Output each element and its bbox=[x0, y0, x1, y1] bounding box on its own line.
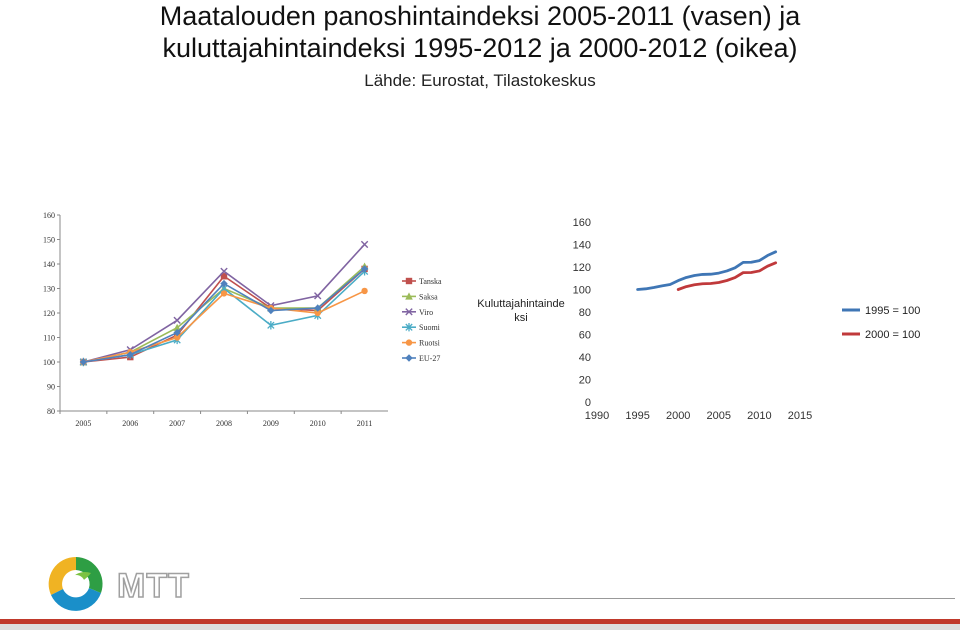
y-tick-label: 0 bbox=[584, 397, 591, 409]
x-tick-label: 2000 bbox=[665, 410, 691, 422]
legend-item bbox=[842, 329, 920, 341]
x-tick-label: 2008 bbox=[216, 419, 232, 428]
y-tick-label: 130 bbox=[43, 284, 55, 294]
x-tick-label: 1990 bbox=[584, 410, 610, 422]
x-tick-label: 2006 bbox=[122, 419, 139, 428]
legend-label: Tanska bbox=[419, 277, 442, 286]
legend-swatch-marker bbox=[406, 278, 412, 284]
legend-label: Suomi bbox=[419, 323, 440, 333]
mtt-logo-icon bbox=[49, 557, 103, 611]
data-point bbox=[174, 317, 180, 323]
legend-item bbox=[402, 308, 433, 317]
x-tick-label: 2005 bbox=[75, 419, 92, 428]
y-tick-label: 160 bbox=[572, 217, 591, 229]
footer-bottom-bar bbox=[0, 624, 960, 630]
page-title-line1: Maatalouden panoshintaindeksi 2005-2011 (vasen) ja bbox=[159, 1, 801, 31]
legend-item bbox=[402, 339, 441, 348]
y-tick-label: 100 bbox=[43, 358, 55, 367]
legend-label: 2000 = 100 bbox=[865, 329, 921, 341]
legend-item bbox=[402, 354, 440, 363]
x-tick-label: 1995 bbox=[625, 410, 650, 422]
legend-item bbox=[842, 305, 920, 317]
logo-text: MTT bbox=[117, 567, 190, 605]
y-tick-label: 120 bbox=[572, 262, 591, 274]
footer-divider bbox=[300, 598, 955, 599]
y-tick-label: 110 bbox=[43, 333, 55, 343]
y-tick-label: 150 bbox=[43, 235, 55, 245]
legend-swatch-marker bbox=[406, 339, 412, 345]
data-point bbox=[361, 288, 367, 294]
y-tick-label: 160 bbox=[43, 211, 55, 220]
legend-item bbox=[402, 277, 442, 286]
x-tick-label: 2007 bbox=[169, 419, 186, 428]
input-price-index-chart bbox=[30, 205, 460, 437]
series-eu-27 bbox=[80, 265, 369, 366]
legend-label: 1995 = 100 bbox=[865, 305, 921, 317]
series-ruotsi bbox=[80, 288, 368, 365]
page-title-line2: kuluttajahintaindeksi 1995-2012 ja 2000-2012 (oikea) bbox=[162, 33, 798, 63]
data-point bbox=[361, 241, 367, 247]
y-tick-label: 60 bbox=[578, 329, 591, 342]
x-tick-label: 2005 bbox=[706, 410, 732, 422]
x-tick-label: 2011 bbox=[356, 419, 373, 428]
legend-label: Viro bbox=[419, 307, 434, 317]
title-block bbox=[0, 0, 960, 92]
legend-swatch-marker bbox=[405, 354, 412, 361]
y-tick-label: 20 bbox=[578, 374, 591, 387]
legend-item bbox=[402, 292, 438, 301]
legend-label: Ruotsi bbox=[419, 338, 440, 348]
y-tick-label: 80 bbox=[578, 307, 591, 319]
legend-item bbox=[402, 323, 441, 332]
consumer-price-index-chart bbox=[470, 210, 950, 432]
y-tick-label: 140 bbox=[572, 239, 591, 252]
y-tick-label: 40 bbox=[578, 352, 591, 364]
y-tick-label: 90 bbox=[47, 382, 55, 392]
legend-label: Saksa bbox=[419, 292, 438, 302]
x-tick-label: 2015 bbox=[787, 410, 813, 422]
legend-label: EU-27 bbox=[419, 354, 441, 363]
x-tick-label: 2010 bbox=[309, 419, 326, 428]
y-tick-label: 100 bbox=[572, 284, 591, 297]
y-tick-label: 140 bbox=[43, 260, 55, 269]
y-tick-label: 80 bbox=[47, 407, 55, 416]
data-point bbox=[221, 290, 227, 296]
y-axis-title: Kuluttajahintainde ksi bbox=[477, 298, 565, 324]
mtt-logo bbox=[45, 553, 215, 615]
x-tick-label: 2009 bbox=[262, 419, 279, 428]
x-tick-label: 2010 bbox=[747, 410, 772, 422]
y-tick-label: 120 bbox=[43, 309, 55, 318]
source-text: Lähde: Eurostat, Tilastokeskus bbox=[364, 71, 596, 90]
